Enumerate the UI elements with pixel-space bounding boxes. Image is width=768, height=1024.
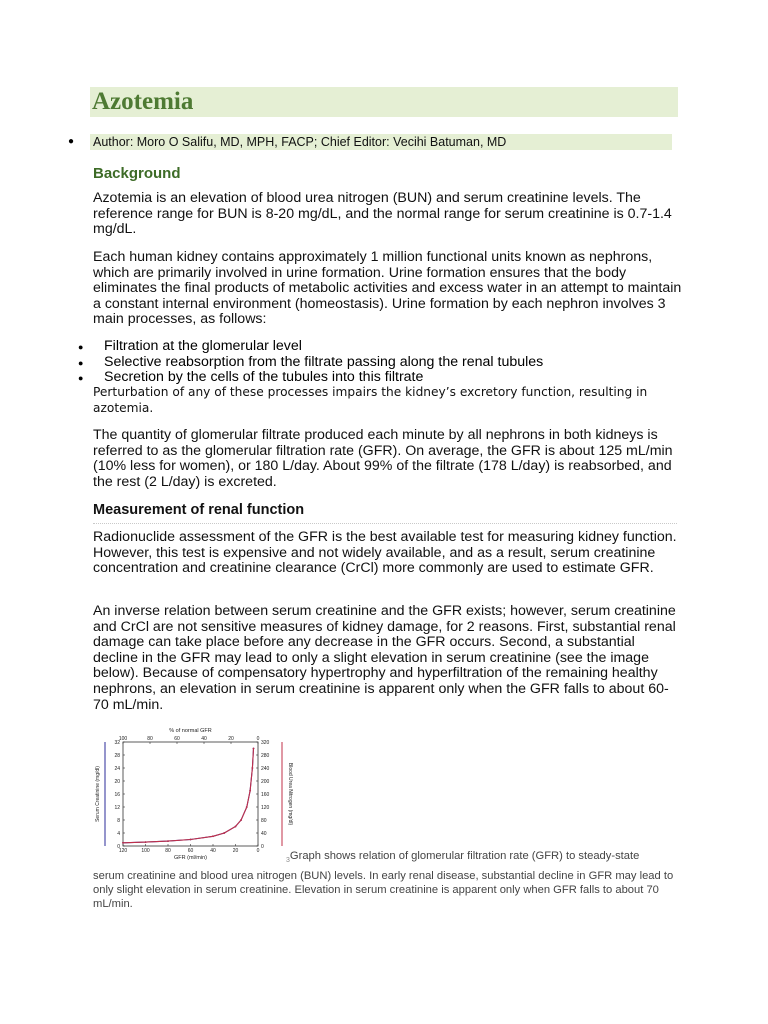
page-title: Azotemia (92, 88, 194, 115)
top-tick-label: 80 (147, 736, 153, 742)
list-item: ● Selective reabsorption from the filtrate passing along the renal tubules (78, 355, 543, 371)
x-tick-label: 60 (187, 848, 194, 854)
paragraph-gfr: The quantity of glomerular filtrate produced each minute by all nephrons in both kidneys is referred to as the glomerular filtration rate (GFR). On average, the GFR is about 125 mL/min (10% less for women), or 180 L/day. About 99% of the filtrate (178 L/day) is reabsorbed, and the rest (2 L/day) is excreted. (93, 427, 673, 490)
data-point (251, 767, 253, 769)
top-tick-label: 0 (256, 736, 260, 742)
y2-tick-label: 160 (261, 791, 270, 798)
gfr-chart (93, 722, 293, 865)
data-point (145, 841, 147, 843)
y-axis-label: Serum Creatinine (mg/dl) (95, 766, 101, 822)
y2-tick-label: 80 (261, 817, 267, 824)
gfr-chart-svg (93, 722, 293, 865)
data-point (240, 819, 242, 821)
x-tick-label: 20 (232, 848, 239, 854)
x-tick-label: 120 (118, 848, 128, 854)
y-tick-label: 0 (117, 843, 120, 850)
data-point (122, 842, 124, 844)
data-point (190, 839, 192, 841)
x-tick-label: 0 (256, 848, 260, 854)
process-list (78, 339, 543, 386)
data-point (235, 826, 237, 828)
data-point (249, 790, 251, 792)
y2-tick-label: 120 (261, 804, 270, 811)
list-item: ● Filtration at the glomerular level (78, 339, 543, 355)
data-point (212, 835, 214, 837)
top-tick-label: 40 (201, 736, 207, 742)
series-line-bun (123, 749, 254, 843)
y2-tick-label: 0 (261, 843, 264, 850)
y2-tick-label: 200 (261, 778, 270, 785)
paragraph-nephrons: Each human kidney contains approximately 1 million functional units known as nephrons, which are primarily involved in urine formation. Urine formation ensures that the body eliminates the final products of metabolic activities and excess water in an attempt to maintain a constant internal environment (homeostasis). Urine formation by each nephron involves 3 main processes, as follows: (93, 249, 682, 328)
paragraph-inverse-relation: An inverse relation between serum creatinine and the GFR exists; however, serum creatinine and CrCl are not sensitive measures of kidney damage, for 2 reasons. First, substantial renal damage can take place before any decrease in the GFR occurs. Second, a substantial decline in the GFR may lead to only a slight elevation in serum creatinine (see the image below). Because of compensatory hypertrophy and hyperfiltration of the remaining healthy nephrons, an elevation in serum creatinine is apparent only when the GFR falls to about 60-70 mL/min. (93, 603, 676, 713)
y2-axis-label: Blood Urea Nitrogen (mg/dl) (287, 762, 293, 826)
y-tick-label: 24 (114, 765, 120, 772)
y-tick-label: 12 (114, 804, 120, 811)
paragraph-bun-definition: Azotemia is an elevation of blood urea nitrogen (BUN) and serum creatinine levels. The reference range for BUN is 8-20 mg/dL, and the normal range for serum creatinine is 0.7-1.4 mg/dL. (93, 190, 672, 238)
x-tick-label: 80 (165, 848, 171, 854)
y2-tick-label: 240 (261, 765, 270, 772)
data-point (253, 748, 255, 750)
y-tick-label: 4 (117, 830, 120, 837)
caption-rest: serum creatinine and blood urea nitrogen (BUN) levels. In early renal disease, substantial decline in GFR may lead to only slight elevation in serum creatinine. Elevation in serum creatinine is apparent only when GFR falls to about 70 mL/min. (93, 869, 674, 911)
y-tick-label: 20 (114, 778, 120, 785)
data-point (223, 832, 225, 834)
caption-line-1: Graph shows relation of glomerular filtration rate (GFR) to steady-state (289, 850, 640, 862)
y-tick-label: 28 (114, 752, 120, 759)
plot-frame (123, 742, 258, 846)
y-tick-label: 16 (114, 791, 120, 798)
y-tick-label: 8 (117, 817, 120, 824)
list-item: ● Secretion by the cells of the tubules into this filtrate (78, 370, 543, 386)
y-tick-label: 32 (114, 739, 120, 746)
section-heading-background: Background (93, 165, 181, 182)
caption-mark: 3 (286, 857, 290, 865)
x-tick-label: 100 (141, 848, 150, 854)
y2-tick-label: 40 (261, 830, 267, 837)
x-axis-label: GFR (ml/min) (174, 855, 207, 861)
x-tick-label: 40 (210, 848, 216, 854)
chart-title: % of normal GFR (169, 728, 212, 734)
data-point (167, 840, 169, 842)
section-divider (93, 523, 677, 524)
bullet-icon: ● (68, 136, 75, 147)
paragraph-radionuclide: Radionuclide assessment of the GFR is the best available test for measuring kidney function. However, this test is expensive and not widely available, and as a result, serum creatinine concentration and creatinine clearance (CrCl) more commonly are used to estimate GFR. (93, 529, 677, 577)
top-tick-label: 60 (174, 736, 180, 742)
data-point (246, 806, 248, 808)
paragraph-perturbation: Perturbation of any of these processes impairs the kidney’s excretory function, resulting in azotemia. (93, 385, 648, 415)
series-line-creatinine (123, 749, 254, 843)
section-heading-measurement: Measurement of renal function (93, 502, 305, 518)
y2-tick-label: 320 (261, 739, 270, 746)
top-tick-label: 100 (118, 736, 128, 742)
figure-caption (93, 849, 683, 912)
y2-tick-label: 280 (261, 752, 270, 759)
top-tick-label: 20 (228, 736, 234, 742)
author-line: Author: Moro O Salifu, MD, MPH, FACP; Chief Editor: Vecihi Batuman, MD (93, 135, 507, 149)
